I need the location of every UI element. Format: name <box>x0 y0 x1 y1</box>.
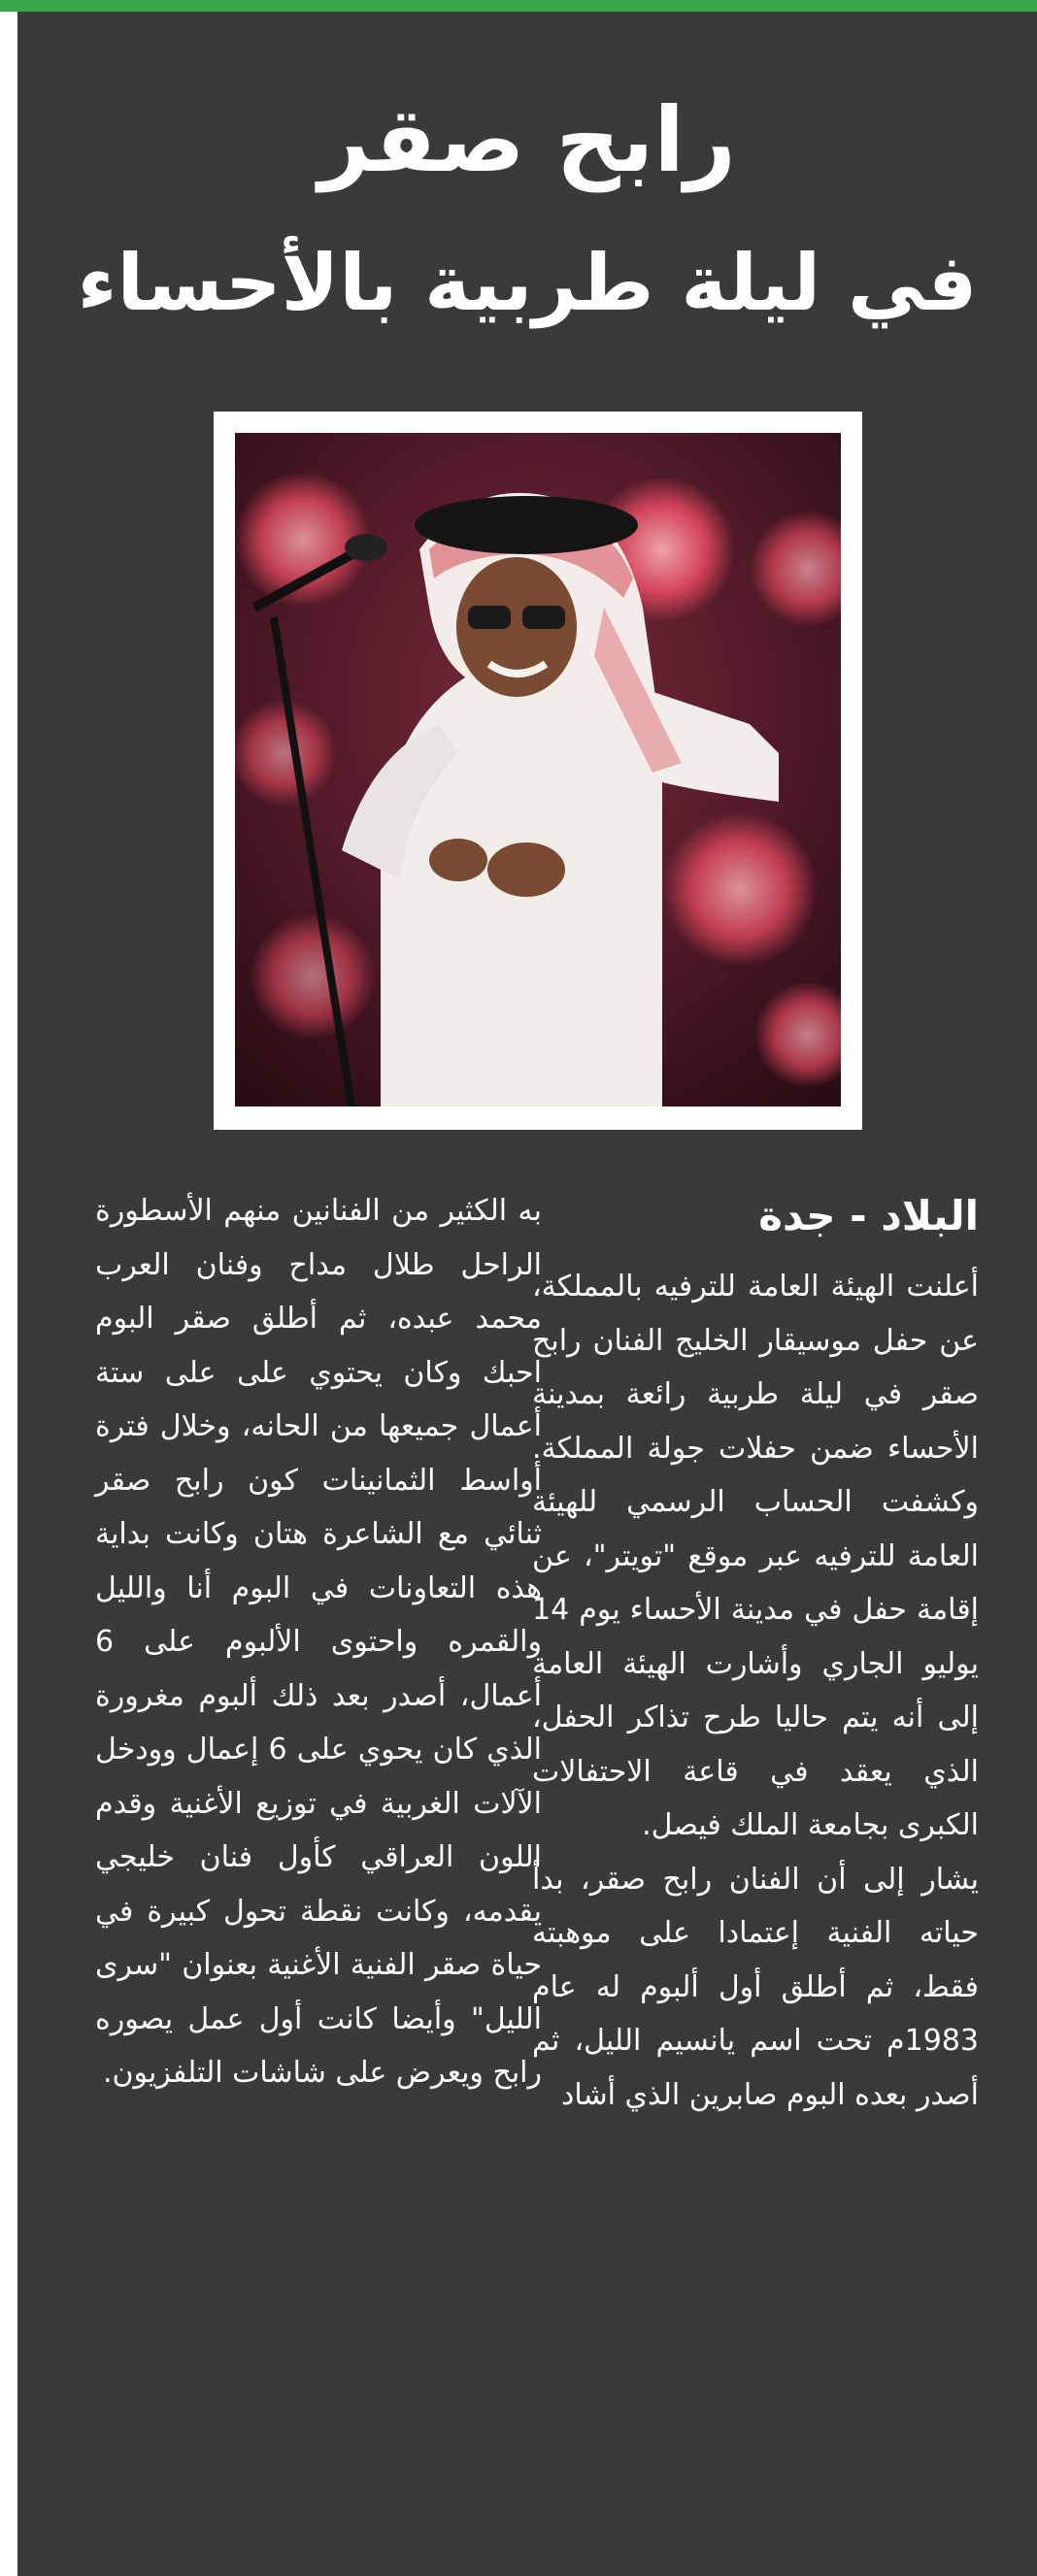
singer-photo-illustration <box>235 433 841 1106</box>
article-paragraph-1: أعلنت الهيئة العامة للترفيه بالمملكة، عن حفل موسيقار الخليج الفنان رابح صقر في ليلة طربية رائعة بمدينة الأحساء ضمن حفلات جولة المملكة. وكشفت الحساب الرسمي للهيئة العامة للترفيه عبر موقع "تويتر"، عن إقامة حفل في مدينة الأحساء يوم 14 يوليو الجاري وأشارت الهيئة العامة إلى أنه يتم حاليا طرح تذاكر الحفل، الذي يعقد في قاعة الاحتفالات الكبرى بجامعة الملك فيصل. <box>532 1270 979 1842</box>
top-accent-bar <box>0 0 1037 12</box>
article-paragraph-3: به الكثير من الفنانين منهم الأسطورة الراحل طلال مداح وفنان العرب محمد عبده، ثم أطلق صقر البوم احبك وكان يحتوي على على ستة أعمال جميعها من الحانه، وخلال فترة أواسط الثمانينات كون رابح صقر ثنائي مع الشاعرة هتان وكانت بداية هذه التعاونات في البوم أنا والليل والقمره واحتوى الألبوم على 6 أعمال، أصدر بعد ذلك ألبوم مغرورة الذي كان يحوي على 6 إعمال وودخل الآلات الغربية في توزيع الأغنية وقدم اللون العراقي كأول فنان خليجي يقدمه، وكانت نقطة تحول كبيرة في حياة صقر الفنية الأغنية بعنوان "سرى الليل" وأيضا كانت أول عمل يصوره رابح ويعرض على شاشات التلفزيون. <box>95 1194 542 2090</box>
singer-photo <box>235 433 841 1106</box>
article-paragraph-2: يشار إلى أن الفنان رابح صقر، بدأ حياته الفنية إعتمادا على موهبته فقط، ثم أطلق أول ألبوم له عام 1983م تحت اسم يانسيم الليل، ثم أصدر بعده البوم صابرين الذي أشاد <box>532 1862 979 2112</box>
photo-frame <box>214 412 862 1130</box>
article-column-right <box>532 1184 979 2122</box>
headline-line-1: رابح صقر <box>318 88 736 192</box>
article-column-left <box>95 1184 542 2100</box>
article-panel <box>17 12 1037 2576</box>
headline-line-2: في ليلة طربية بالأحساء <box>77 238 978 328</box>
byline: البلاد - جدة <box>758 1192 979 1239</box>
